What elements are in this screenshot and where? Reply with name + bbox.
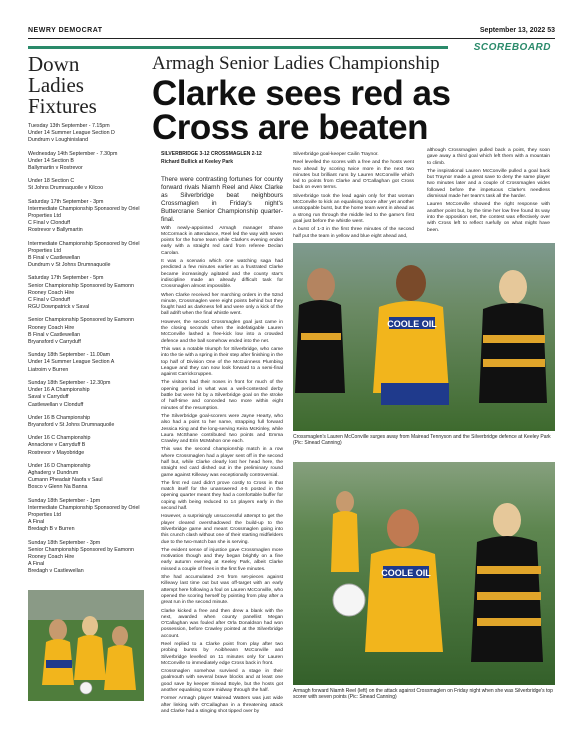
- fixture-line: Bryansford v Carryduff: [28, 339, 81, 346]
- article-paragraph: A burst of 1-3 in the first three minutes of the second half put the team in yellow and blue eight ahead and,: [293, 227, 414, 239]
- fixture-line: Intermediate Championship Sponsored by Oriel Properties Ltd: [28, 205, 140, 220]
- fixture-line: Under 14 Summer League Section D: [28, 130, 115, 137]
- fixture-line: Dundrum v Loughinisland: [28, 137, 89, 144]
- fixture-line: Bredagh v Castlewellan: [28, 568, 84, 575]
- fixture-line: Saturday 17th September - 5pm: [28, 275, 104, 282]
- match-photo-2: [293, 462, 555, 685]
- headline-line: Cross are beaten: [152, 108, 429, 147]
- headline-line: Clarke sees red as: [152, 74, 451, 113]
- article-paragraph: With newly-appointed Armagh manager Shane McCormack in attendance, Reel led the way with seven points for the home team while Clarke's evening ended early with a straight red card from referee Declan Carolan.: [161, 225, 283, 256]
- fixture-line: Senior Championship Sponsored by Eamonn Rooney Coach Hire: [28, 546, 135, 560]
- fixture-line: Under 16 D Championship: [28, 462, 91, 469]
- fixture-line: Rostrevor v Ballymartin: [28, 227, 83, 234]
- article-paragraph: Reel replied to a Clarke point from play after two probing bursts by Aoibheann McConville and Silverbridge levelled on 11 minutes only for Lauren McConville to immediately edge Cross back in front.: [161, 642, 283, 666]
- article-paragraph: Silverbridge goal-keeper Cailin Traynor.: [293, 152, 379, 157]
- article-paragraph: It was a scenario which one watching saga had predicted a few minutes earlier as a frustrated Clarke became increasingly agitated and the county star's indiscipline made an already difficult task for Crossmaglen almost impossible.: [161, 259, 283, 290]
- fixture-line: Annaclone v Carryduff B: [28, 442, 86, 449]
- fixture-line: Sunday 18th September - 12.30pm: [28, 379, 111, 386]
- date-page: September 13, 2022 53: [479, 27, 555, 34]
- article-column-3: [427, 148, 550, 236]
- article-paragraph: Silverbridge took the lead again only for that woman McConville to kick an equalising score after yet another unstoppable burst, but the home team went in ahead as a strong run through the middle led to the game's first goal just before the whistle went.: [293, 193, 414, 224]
- fixture-line: B Final v Castlewellan: [28, 255, 81, 262]
- fixture-block: [28, 275, 144, 311]
- fixture-line: RGU Downpatrick v Saval: [28, 304, 90, 311]
- photo-caption-2: Armagh forward Niamh Reel (left) on the attack against Crossmaglen on Friday night when she was Silverbridge's top scorer with seven points (Pic: Sinead Canning): [293, 688, 553, 701]
- fixture-line: A Final: [28, 519, 45, 526]
- fixture-block: [28, 199, 144, 235]
- fixture-line: Liatroim v Burren: [28, 366, 69, 373]
- article-paragraph: Crossmaglen somehow survived a stage in their goalmouth with several brave blocks and at least one good save by keeper Sinead Boyle, but the hosts got another equalising score midway through the half.: [161, 669, 283, 694]
- football-players-image: [28, 590, 144, 701]
- match-photo-1: [293, 243, 555, 431]
- fixture-block: [28, 463, 144, 492]
- article-paragraph: This was a notable triumph for Silverbridge, who came into the tie with a spring in their step after finishing in the top half of Division One of the McGuinness Plumbing League and they can now look forward to a semi-final against Carrickcruppen.: [161, 346, 283, 378]
- jersey-sponsor: COOLE OIL: [387, 319, 437, 329]
- article-paragraph: The visitors had their noses in front for much of the opening period in what was a well-contested derby battle but were hit by a Silverbridge goal on the stroke of half-time and conceded two more within eight minutes of the resumption.: [161, 380, 283, 411]
- article-intro: There were contrasting fortunes for county forward rivals Niamh Reel and Alex Clarke as Silverbridge beat neighbours Crossmaglen in Friday's night's Buttercrane Senior Championship quarter-final.: [161, 175, 283, 223]
- fixture-line: Sunday 18th September - 1pm: [28, 497, 101, 504]
- fixture-block: [28, 317, 144, 346]
- fixture-line: Under 16 A Championship: [28, 387, 90, 394]
- fixture-block: [28, 123, 144, 145]
- fixture-line: Wednesday 14th September - 7.30pm: [28, 150, 118, 157]
- fixture-block: [28, 151, 144, 173]
- fixture-line: Sunday 18th September - 3pm: [28, 539, 101, 546]
- fixture-line: Saval v Carryduff: [28, 394, 69, 401]
- section-label: SCOREBOARD: [470, 42, 555, 53]
- article-paragraph: Clarke kicked a free and then drew a blank with the next, awarded when county panellist Megan O'Callaghan was fouled after Orla Donaldson had won possession, before Crawley pointed at the Silverbridge account.: [161, 608, 283, 639]
- article-headline: [152, 74, 555, 147]
- fixture-line: Intermediate Championship Sponsored by Oriel Properties Ltd: [28, 240, 140, 254]
- article-paragraph: The first red card didn't prove costly to Cross in that match itself for the unanswered 4-5 posted in the opening quarter meant they had a comfortable buffer for coping with being reduced to 14 players early in the second half.: [161, 480, 283, 512]
- article-paragraph: The evident sense of injustice gave Crossmaglen more motivation though and they began brightly on a fine early autumn evening at Keeley Park, albeit Clarke missed a couple of frees in the first five minutes.: [161, 547, 283, 572]
- fixture-line: Ballymartin v Rostrevor: [28, 165, 83, 172]
- article-paragraph: Former Armagh player Mairead Watters was just wide after linking with O'Callaghan in a threatening attack and Clarke had a stinging shot tipped over by: [161, 696, 283, 714]
- fixture-line: Bryansford v St Johns Drumnaquoile: [28, 421, 115, 428]
- article-paragraph: Reel levelled the scores with a free and the hosts went two ahead by scoring twice more in the next two minutes but brilliant runs by Lauren McConville which led to points from Clarke and O'Callaghan got Cross back on even terms.: [293, 160, 414, 191]
- article-paragraph: However, a surprisingly unsuccessful attempt to get the player cleared overshadowed the build-up to the Silverbridge game and meant Crossmaglen going into this crunch clash without one of their starting midfielders due to the two-match ban she is serving.: [161, 514, 283, 545]
- fixture-block: [28, 540, 144, 576]
- article-paragraph: This was the second championship match in a row where Crossmaglen had a player sent off in the second half but, while Clarke clearly lost her head here, the straight red card dished out in the preliminary round game against Killeavy was exceptionally controversial.: [161, 447, 283, 478]
- fixture-block: [28, 352, 144, 374]
- players-attack-image: [293, 462, 555, 685]
- fixture-line: Tuesday 13th September - 7.15pm: [28, 123, 110, 129]
- article-column-1: [161, 151, 283, 717]
- photo-caption-1: Crossmaglen's Lauren McConville surges away from Mairead Tennyson and the Silverbridge defence at Keeley Park (Pic: Sinead Canning): [293, 434, 551, 447]
- article-paragraph: She had accumulated 2-6 from set-pieces against Killeavy last time out but was off-target with an early attempt here following a foul on Lauren McConville, who opened the scoring herself by pointing from play after a great run in the second minute.: [161, 575, 283, 606]
- fixture-block: [28, 178, 144, 192]
- fixture-line: Senior Championship Sponsored by Eamonn Rooney Coach Hire: [28, 317, 135, 331]
- article-body: [293, 152, 414, 240]
- fixtures-title-line: Ladies: [28, 73, 84, 97]
- article: [152, 54, 555, 145]
- players-action-image: [293, 243, 555, 431]
- fixture-line: Under 16 C Championship: [28, 435, 91, 442]
- masthead: [28, 26, 555, 39]
- fixture-line: Aghaderg v Dundrum: [28, 469, 79, 476]
- fixture-line: C Final v Clonduff: [28, 220, 71, 227]
- article-kicker: Armagh Senior Ladies Championship: [152, 53, 440, 74]
- fixture-line: Dundrum v St Johns Drumnaquoile: [28, 262, 111, 269]
- fixture-block: [28, 498, 144, 534]
- fixture-line: Saturday 17th September - 3pm: [28, 198, 104, 205]
- section-bar: [28, 42, 555, 53]
- fixture-block: [28, 415, 144, 429]
- jersey-sponsor: COOLE OIL: [381, 568, 431, 578]
- fixture-line: Bredagh B v Burren: [28, 526, 75, 533]
- fixture-block: [28, 241, 144, 270]
- fixture-block: [28, 435, 144, 457]
- fixture-line: Under 14 Summer League Section A: [28, 359, 115, 366]
- fixture-line: Intermediate Championship Sponsored by Oriel Properties Ltd: [28, 504, 140, 518]
- fixtures-list: [28, 123, 144, 576]
- paper-name: NEWRY DEMOCRAT: [28, 27, 103, 34]
- fixtures-title: [28, 54, 144, 117]
- fixture-line: Under 16 B Championship: [28, 414, 91, 421]
- fixture-line: Under 18 Section C: [28, 178, 75, 185]
- fixture-line: Bosco v Glenn Na Banna: [28, 484, 88, 491]
- fixture-line: A Final: [28, 561, 45, 568]
- article-paragraph: Lauren McConville showed the right response with another point but, by the time her low free found its way into the opposition net, the contest was effectively over with Cross left to reflect ruefully on what might have been.: [427, 202, 550, 233]
- fixture-line: Castlewellan v Clonduff: [28, 401, 84, 408]
- byline: Richard Bullick at Keeley Park: [161, 159, 233, 166]
- article-paragraph: However, the second Crossmaglen goal just came in the closing seconds when the indefatigable Lauren McConville lashed a free-kick low into a crowded defence and the ball somehow ended into the net.: [161, 319, 283, 344]
- fixtures-photo: [28, 590, 144, 701]
- fixture-block: [28, 380, 144, 409]
- article-body: [161, 226, 283, 716]
- score-line: SILVERBRIDGE 3-12 CROSSMAGLEN 2-12: [161, 151, 262, 157]
- article-column-2: [293, 152, 414, 242]
- fixture-line: C Final v Clonduff: [28, 297, 71, 304]
- article-paragraph: When Clarke received her marching orders in the 52nd minute, Crossmaglen were eight points behind but they fought hard as darkness fell and were only a kick of the ball adrift when the final whistle went.: [161, 292, 283, 317]
- fixtures-column: [28, 54, 144, 582]
- fixture-line: Sunday 18th September - 11.00am: [28, 352, 111, 359]
- fixture-line: Rostrevor v Mayobridge: [28, 449, 85, 456]
- article-body: [427, 148, 550, 234]
- fixture-line: Senior Championship Sponsored by Eamonn Rooney Coach Hire: [28, 282, 135, 296]
- article-paragraph: The Silverbridge goal-scorers were Jayne Hearty, who also had a point to her name, strapping full forward Jessica King and the long-serving Keira McKinley, while Laura McShane contributed two points and Emma Crawley and Erin McMahon one each.: [161, 413, 283, 445]
- fixtures-title-line: Down: [28, 52, 80, 76]
- fixture-line: St Johns Drumnaquoile v Kilcoo: [28, 185, 104, 192]
- article-paragraph: although Crossmaglen pulled back a point, they soon gave away a third goal which left them with a mountain to climb.: [427, 148, 550, 166]
- fixture-line: Under 14 Section B: [28, 157, 74, 164]
- fixture-line: B Final v Castlewellan: [28, 331, 81, 338]
- fixtures-title-line: Fixtures: [28, 94, 97, 118]
- article-paragraph: The inspirational Lauren McConville pulled a goal back but Traynor made a great save to deny the same player two minutes later and a couple of Crossmaglen wides followed before the impetuous Clarke's needless dismissal made her team's task all the harder.: [427, 168, 550, 200]
- section-rule: [28, 46, 448, 49]
- fixture-line: Cumann Pheadair Naofa v Saul: [28, 477, 103, 484]
